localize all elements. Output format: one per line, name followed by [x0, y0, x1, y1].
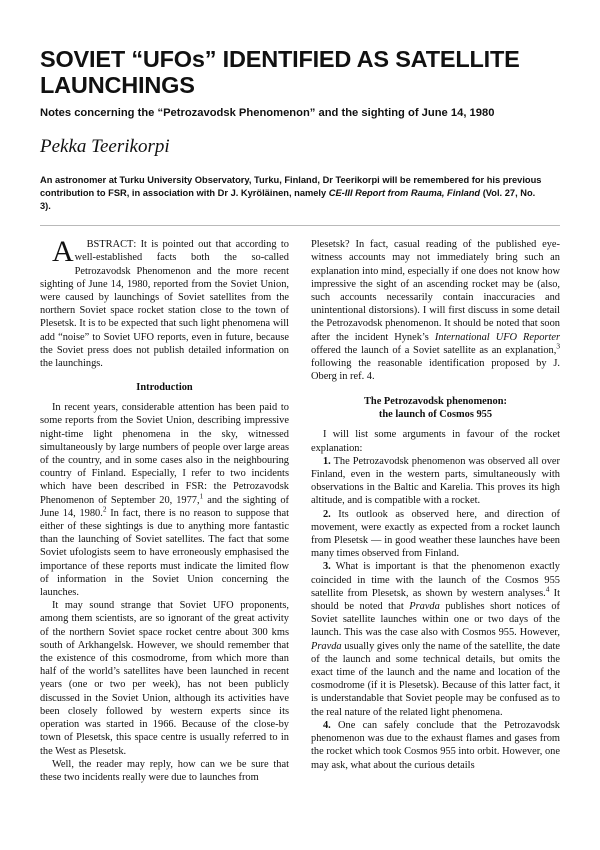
right-column [311, 238, 560, 772]
paragraph: Well, the reader may reply, how can we be sure that these two incidents really were due to launches from [40, 758, 289, 783]
paragraph: Plesetsk? In fact, casual reading of the published eye-witness accounts may not immediately bring such an explanation into mind, especially if one does not know how impressive the sight of an ascending rocket may be (also, such accounts necessarily contain inaccuracies and unintentional distorsions). I will first discuss in some detail the Petrozavodsk phenomenon. It should be noted that soon after the incident Hynek’s International UFO Reporter offered the launch of a Soviet satellite as an explanation,$^3$ following the reasonable identification proposed by J. Oberg in ref. 4. [311, 239, 560, 383]
abstract-dropcap: A [51, 235, 74, 269]
section-heading-line-2: the launch of Cosmos 955 [378, 409, 493, 421]
left-column [40, 235, 289, 784]
two-column-body [40, 235, 560, 784]
numbered-item-2: 2. Its outlook as observed here, and direction of movement, were exactly as expected from a rocket launch from Plesetsk — in good weather these launches have been many times observed from Finland. [311, 508, 560, 560]
paragraph: In recent years, considerable attention has been paid to some reports from the Soviet Union, describing impressive night-time light phenomena in the sky, witnessed simultaneously by large numbers of people over large areas of the country, and in some cases also in the neighbouring country of Finland. Especially, I refer to two incidents which have been described in FSR: the Petrozavodsk Phenomenon of September 20, 1977,$^1$ and the sighting of June 14, 1980.$^2$ In fact, there is no reason to suppose that either of these sightings is due to anything more fantastic than the launching of Soviet satellites. The fact that some Soviet ufologists seem to have erroneously emphasised the importance of these reports must indicate the limited flow of information in the Soviet Union concerning the launches. [40, 402, 289, 599]
page-title: SOVIET “UFOs” IDENTIFIED AS SATELLITE LAUNCHINGS [40, 46, 520, 99]
section-heading-introduction: Introduction [136, 382, 193, 394]
numbered-item-3: 3. What is important is that the phenomenon exactly coincided in time with the launch of the Cosmos 955 satellite from Plesetsk, as shown by western analyses.$^4$ It should be noted that Pravda publishes short notices of Soviet satellite launches within one or two days of the launch. This was the case also with Cosmos 955. However, Pravda usually gives only the name of the satellite, the date of the launch and some technical details, but omits the exact time of the launch and the name and location of the cosmodrome (if it is Plesetsk). Because of this latter fact, it is understandable that Soviet people may be confused as to the real nature of the related light phenomena. [311, 561, 560, 718]
section-heading-petrozavodsk [311, 395, 560, 421]
author-bio-part1: An astronomer at Turku University Observatory, Turku, Finland, Dr Teerikorpi will be remembered for his previous contribution to FSR, in association with Dr J. Kyröläinen, namely [40, 174, 542, 198]
author-bio-part2: (Vol. 27, No. 3). [40, 187, 536, 211]
section-heading-line-1: The Petrozavodsk phenomenon: [364, 396, 507, 408]
paragraph: It may sound strange that Soviet UFO proponents, among them scientists, are so ignorant of the great activity of the northern Soviet space rocket centre about 300 kms south of Arkhangelsk. However, we should remember that the existence of this cosmodrome, from which more than half of the world’s satellites have been launched in recent years (one or two per week), has not been publicly discussed in the Soviet Union, although its activities have been closely followed by western experts since its operation was started in 1966. Because of the close-by town of Plesetsk, this space centre is usually referred to in the West as Plesetsk. [40, 600, 289, 757]
author-bio-reference: CE-III Report from Rauma, Finland [328, 187, 481, 198]
paragraph: I will list some arguments in favour of the rocket explanation: [311, 429, 560, 454]
abstract-paragraph [40, 235, 289, 370]
numbered-item-4: 4. One can safely conclude that the Petrozavodsk phenomenon was due to the exhaust flames and gases from the rocket which took Cosmos 955 into orbit. However, one may ask, what about the curious details [311, 719, 560, 771]
numbered-item-1: 1. The Petrozavodsk phenomenon was observed all over Finland, even in the western parts, simultaneously with observations in the Baltic and Karelia. This proves its high altitude, and is compatible with a rocket. [311, 455, 560, 507]
page-subtitle: Notes concerning the “Petrozavodsk Phenomenon” and the sighting of June 14, 1980 [40, 106, 495, 119]
abstract-label: BSTRACT [86, 239, 134, 251]
abstract-text: : It is pointed out that according to well-established facts both the so-called Petrozavodsk Phenomenon and the more recent sighting of June 14, 1980, reported from the Soviet Union, were caused by launchings of Soviet satellites from the northern Soviet space rocket station close to the town of Plesetsk. It is to be expected that such light phenomena will add “noise” to Soviet UFO reports, even in future, because the Soviet press does not publish detailed information on the launchings. [40, 239, 289, 370]
author-name: Pekka Teerikorpi [40, 135, 170, 157]
author-bio [40, 174, 545, 214]
header-divider [40, 225, 560, 226]
